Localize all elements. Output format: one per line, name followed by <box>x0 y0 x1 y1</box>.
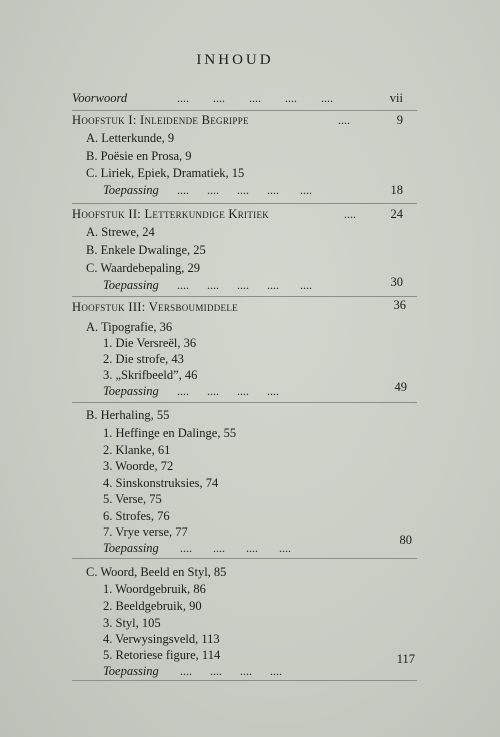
toc-entry: 6. Strofes, 76 <box>103 509 170 523</box>
toc-entry: 1. Woordgebruik, 86 <box>103 582 206 596</box>
toc-entry: B. Herhaling, 55 <box>86 408 170 422</box>
leader-dots: .... .... .... .... .... <box>177 183 312 197</box>
page-title: INHOUD <box>196 52 274 68</box>
toc-entry-voorwoord: Voorwoord <box>72 91 128 105</box>
toc-entry: 2. Klanke, 61 <box>103 443 171 457</box>
chapter-heading-1: Hoofstuk I: Inleidende Begrippe <box>72 113 249 127</box>
toc-entry: 1. Heffinge en Dalinge, 55 <box>103 426 237 440</box>
page-number: 80 <box>399 533 412 547</box>
page-number: 18 <box>390 183 403 197</box>
toc-entry: 3. „Skrifbeeld”, 46 <box>103 368 198 382</box>
toc-entry: 4. Verwysingsveld, 113 <box>103 632 220 646</box>
page-number: 9 <box>396 113 403 127</box>
toc-entry-toepassing: Toepassing <box>103 278 159 292</box>
toc-entry: C. Liriek, Epiek, Dramatiek, 15 <box>86 166 245 180</box>
leader-dots: .... .... .... .... <box>180 664 282 678</box>
page-number: vii <box>389 91 403 105</box>
leader-dots: .... <box>338 113 350 127</box>
divider <box>72 402 417 403</box>
toc-entry: A. Letterkunde, 9 <box>86 131 175 145</box>
toc-entry-toepassing: Toepassing <box>103 384 159 398</box>
leader-dots: .... .... .... .... <box>180 541 291 555</box>
toc-entry-toepassing: Toepassing <box>103 183 159 197</box>
toc-entry: 5. Retoriese figure, 114 <box>103 648 221 662</box>
toc-entry: C. Woord, Beeld en Styl, 85 <box>86 565 227 579</box>
chapter-heading-3: Hoofstuk III: Versboumiddele <box>72 300 238 314</box>
toc-entry: C. Waardebepaling, 29 <box>86 261 201 275</box>
divider <box>72 296 417 297</box>
toc-entry-toepassing: Toepassing <box>103 541 159 555</box>
chapter-heading-2: Hoofstuk II: Letterkundige Kritiek <box>72 207 270 221</box>
toc-entry: B. Enkele Dwalinge, 25 <box>86 243 206 257</box>
divider <box>72 680 417 681</box>
leader-dots: .... .... .... .... .... <box>177 278 312 292</box>
page-number: 117 <box>396 652 415 666</box>
toc-entry: 2. Beeldgebruik, 90 <box>103 599 202 613</box>
divider <box>72 110 417 111</box>
toc-entry-toepassing: Toepassing <box>103 664 159 678</box>
toc-entry: 3. Styl, 105 <box>103 616 161 630</box>
divider <box>72 203 417 204</box>
page-number: 24 <box>390 207 403 221</box>
toc-entry: 2. Die strofe, 43 <box>103 352 184 366</box>
toc-entry: B. Poësie en Prosa, 9 <box>86 149 192 163</box>
toc-entry: 4. Sinskonstruksies, 74 <box>103 476 219 490</box>
divider <box>72 558 417 559</box>
page-number: 49 <box>394 380 407 394</box>
toc-entry: 5. Verse, 75 <box>103 492 162 506</box>
leader-dots: .... .... .... .... .... <box>177 91 333 105</box>
toc-entry: 1. Die Versreël, 36 <box>103 336 197 350</box>
page-number: 36 <box>393 298 406 312</box>
page-number: 30 <box>390 275 403 289</box>
leader-dots: .... <box>344 207 356 221</box>
toc-entry: A. Tipografie, 36 <box>86 320 173 334</box>
toc-entry: 3. Woorde, 72 <box>103 459 174 473</box>
toc-entry: 7. Vrye verse, 77 <box>103 525 188 539</box>
toc-entry: A. Strewe, 24 <box>86 225 155 239</box>
leader-dots: .... .... .... .... <box>177 384 279 398</box>
